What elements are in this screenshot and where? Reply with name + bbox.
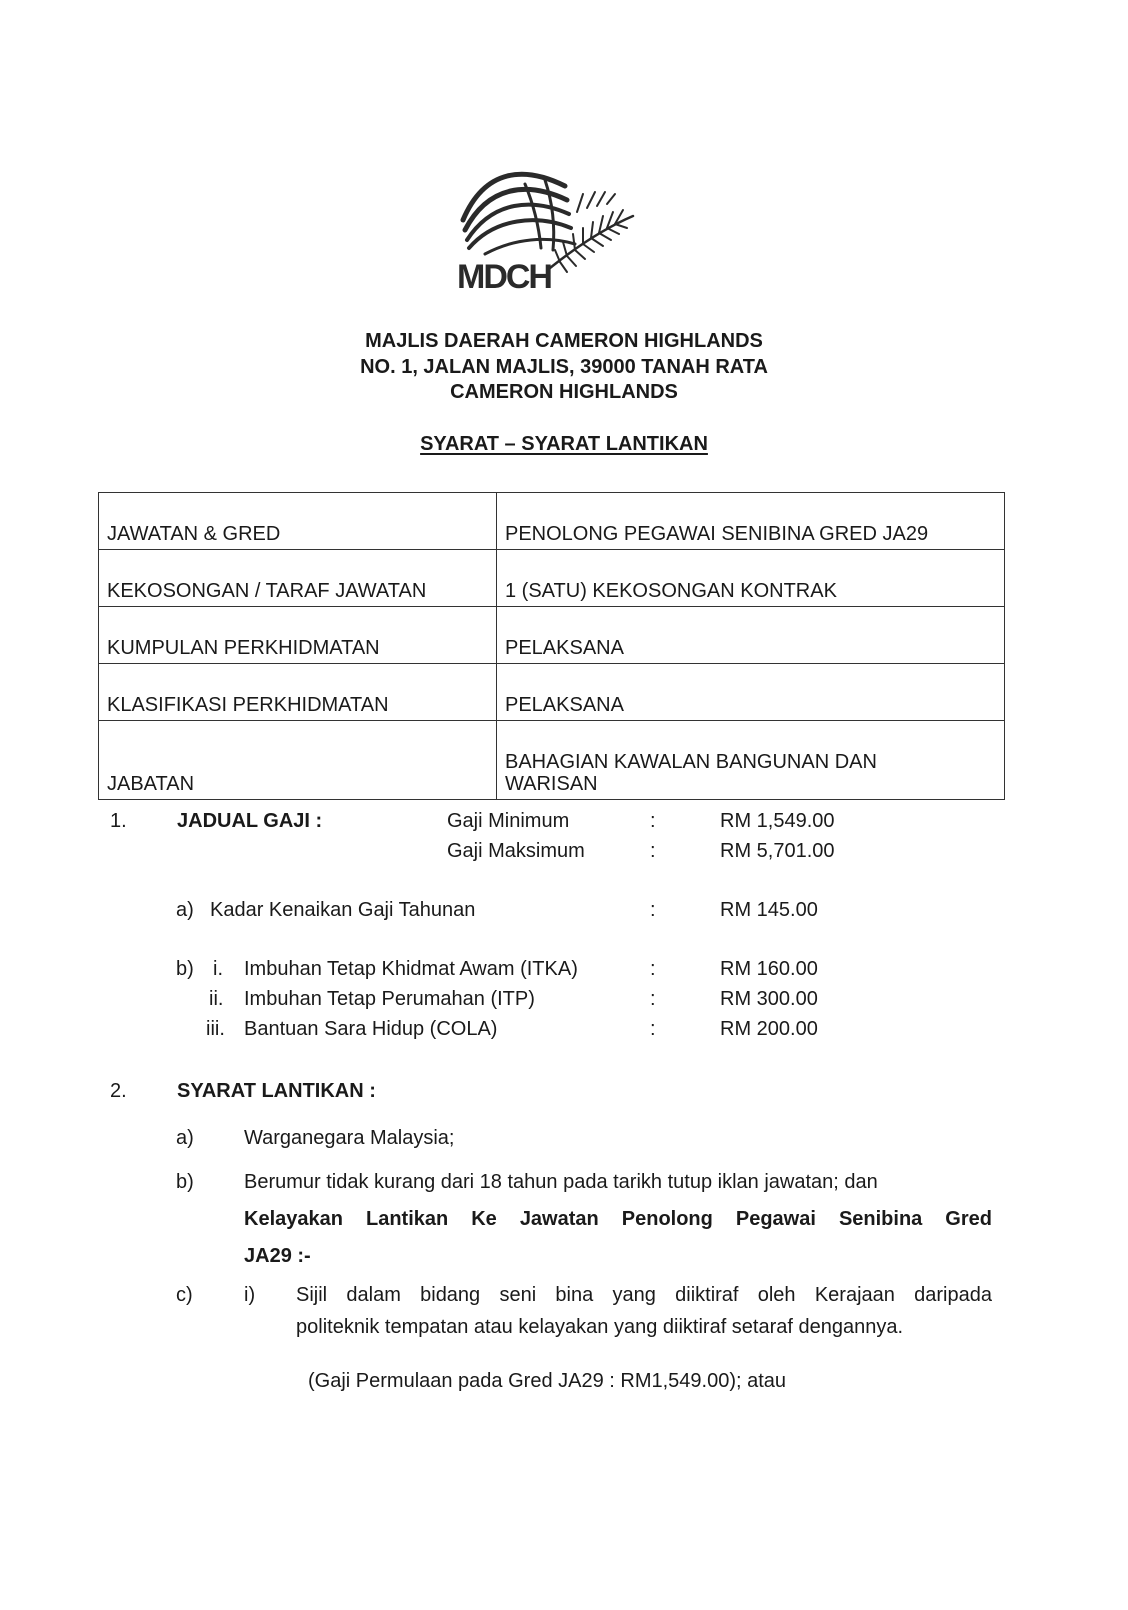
sub-marker: i. [213, 958, 223, 980]
row-value: PELAKSANA [497, 664, 1005, 721]
table-row [99, 607, 1005, 664]
row-key: KUMPULAN PERKHIDMATAN [99, 607, 497, 664]
sijil-text-line2: politeknik tempatan atau kelayakan yang diiktiraf setaraf dengannya. [296, 1316, 904, 1338]
itka-label: Imbuhan Tetap Khidmat Awam (ITKA) [244, 958, 578, 980]
org-city: CAMERON HIGHLANDS [450, 381, 678, 403]
sub-marker: iii. [206, 1018, 225, 1040]
mdch-logo [455, 158, 655, 298]
item-marker: b) [176, 958, 194, 980]
item-marker: a) [176, 1127, 194, 1149]
colon: : [650, 988, 656, 1010]
gaji-max-value: RM 5,701.00 [720, 840, 835, 862]
table-row [99, 493, 1005, 550]
section-2-title: SYARAT LANTIKAN : [177, 1080, 376, 1102]
table-row [99, 550, 1005, 607]
row-key: JABATAN [99, 721, 497, 800]
item-marker: b) [176, 1171, 194, 1193]
item-marker: a) [176, 899, 194, 921]
section-1-title: JADUAL GAJI : [177, 810, 323, 832]
row-value: BAHAGIAN KAWALAN BANGUNAN DAN WARISAN [497, 721, 1005, 800]
cola-label: Bantuan Sara Hidup (COLA) [244, 1018, 498, 1040]
colon: : [650, 840, 656, 862]
sub-marker: i) [244, 1284, 256, 1306]
colon: : [650, 899, 656, 921]
page-title: SYARAT – SYARAT LANTIKAN [420, 433, 708, 455]
kenaikan-label: Kadar Kenaikan Gaji Tahunan [210, 899, 476, 921]
itp-label: Imbuhan Tetap Perumahan (ITP) [244, 988, 535, 1010]
umur-text: Berumur tidak kurang dari 18 tahun pada tarikh tutup iklan jawatan; dan [244, 1171, 878, 1193]
colon: : [650, 810, 656, 832]
sub-marker: ii. [209, 988, 224, 1010]
warganegara-text: Warganegara Malaysia; [244, 1127, 455, 1149]
item-marker: c) [176, 1284, 193, 1306]
colon: : [650, 1018, 656, 1040]
row-value: PENOLONG PEGAWAI SENIBINA GRED JA29 [497, 493, 1005, 550]
section-2-number: 2. [110, 1080, 127, 1102]
row-key: KLASIFIKASI PERKHIDMATAN [99, 664, 497, 721]
gaji-max-label: Gaji Maksimum [447, 840, 585, 862]
kelayakan-heading-grade: JA29 :- [244, 1245, 311, 1267]
org-address: NO. 1, JALAN MAJLIS, 39000 TANAH RATA [360, 356, 768, 378]
section-1-number: 1. [110, 810, 127, 832]
kenaikan-value: RM 145.00 [720, 899, 818, 921]
table-row [99, 721, 1005, 800]
org-name: MAJLIS DAERAH CAMERON HIGHLANDS [365, 330, 763, 352]
logo-text: MDCH [457, 258, 551, 296]
row-key: JAWATAN & GRED [99, 493, 497, 550]
gaji-min-label: Gaji Minimum [447, 810, 570, 832]
table-row [99, 664, 1005, 721]
position-info-table [98, 492, 1005, 800]
row-value: PELAKSANA [497, 607, 1005, 664]
colon: : [650, 958, 656, 980]
row-value: 1 (SATU) KEKOSONGAN KONTRAK [497, 550, 1005, 607]
gaji-min-value: RM 1,549.00 [720, 810, 835, 832]
sijil-text-line1: Sijil dalam bidang seni bina yang diiktiraf oleh Kerajaan daripada [296, 1284, 992, 1306]
kelayakan-heading: Kelayakan Lantikan Ke Jawatan Penolong Pegawai Senibina Gred [244, 1208, 992, 1230]
cola-value: RM 200.00 [720, 1018, 818, 1040]
itka-value: RM 160.00 [720, 958, 818, 980]
itp-value: RM 300.00 [720, 988, 818, 1010]
row-key: KEKOSONGAN / TARAF JAWATAN [99, 550, 497, 607]
gaji-permulaan-note: (Gaji Permulaan pada Gred JA29 : RM1,549.00); atau [308, 1370, 787, 1392]
